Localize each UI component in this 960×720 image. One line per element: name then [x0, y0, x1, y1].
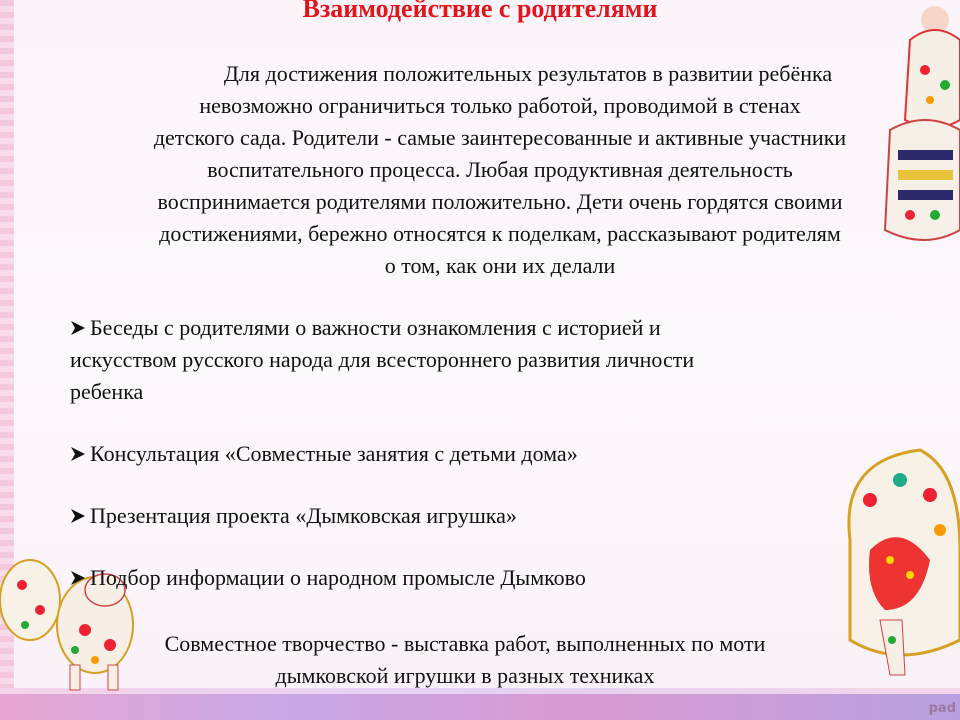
list-item-line: дымковской игрушки в разных техниках: [275, 663, 655, 688]
arrow-bullet-icon: [70, 446, 86, 462]
activities-list: [70, 312, 860, 624]
intro-paragraph: [60, 58, 940, 282]
intro-line: достижениями, бережно относятся к поделкам, рассказывают родителям: [159, 221, 841, 246]
page-title: Взаимодействие с родителями: [302, 0, 658, 23]
list-item-line: Презентация проекта «Дымковская игрушка»: [90, 503, 517, 528]
list-item-line: Консультация «Совместные занятия с детьми дома»: [90, 441, 578, 466]
intro-line: воспринимается родителями положительно. Дети очень гордятся своими: [157, 189, 843, 214]
list-item: [70, 500, 860, 532]
list-item-line: Подбор информации о народном промысле Дымково: [90, 565, 586, 590]
list-item: [70, 438, 860, 470]
list-item-line: искусством русского народа для всестороннего развития личности: [70, 347, 695, 372]
intro-line: невозможно ограничиться только работой, проводимой в стенах: [199, 93, 801, 118]
watermark-text: pad: [928, 701, 956, 716]
intro-line: воспитательного процесса. Любая продуктивная деятельность: [207, 157, 793, 182]
intro-line: о том, как они их делали: [384, 253, 616, 278]
list-item-line: Беседы с родителями о важности ознакомления с историей и: [90, 315, 661, 340]
last-list-item: [70, 628, 860, 692]
list-item: [70, 312, 860, 408]
intro-line: Для достижения положительных результатов в развитии ребёнка: [223, 61, 833, 86]
bottom-border: [0, 694, 960, 720]
arrow-bullet-icon: [70, 570, 86, 586]
arrow-bullet-icon: [70, 320, 86, 336]
list-item-line: Совместное творчество - выставка работ, выполненных по моти: [164, 631, 766, 656]
intro-line: детского сада. Родители - самые заинтересованные и активные участники: [153, 125, 847, 150]
arrow-bullet-icon: [70, 508, 86, 524]
list-item: [70, 562, 860, 594]
list-item-line: ребенка: [70, 379, 144, 404]
